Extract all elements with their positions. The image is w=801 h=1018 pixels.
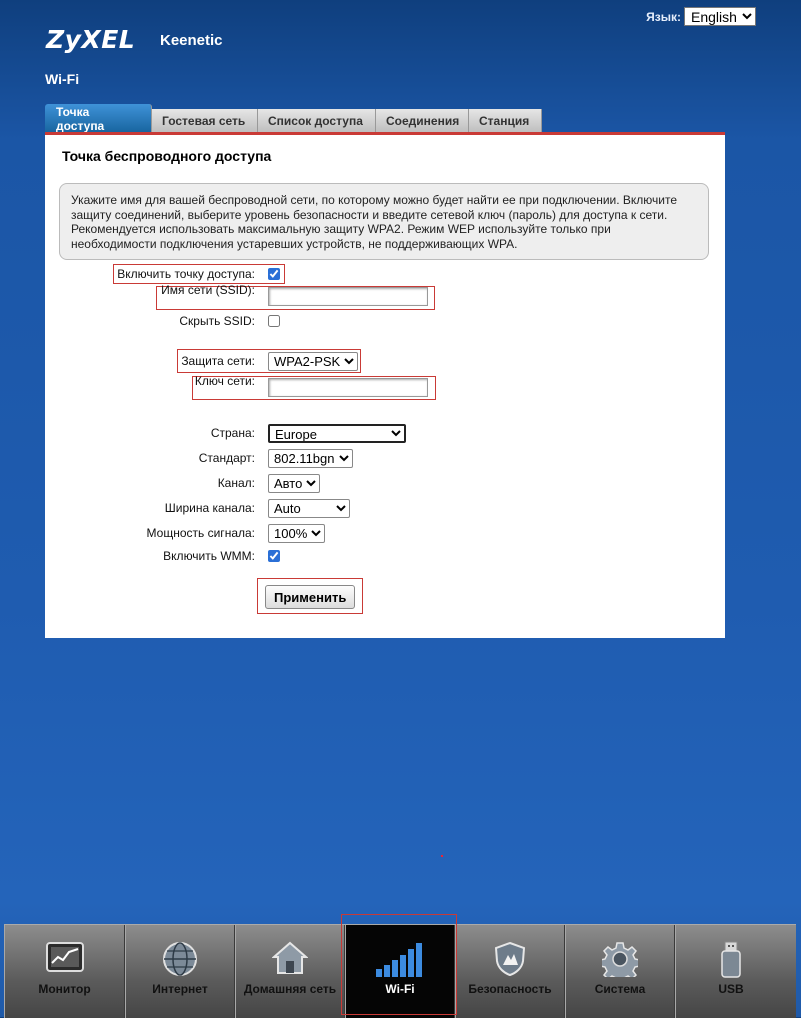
channel-width-select[interactable] [268,499,350,518]
channel-width-label: Ширина канала: [164,501,255,515]
standard-label: Стандарт: [198,451,255,465]
info-box: Укажите имя для вашей беспроводной сети, по которому можно будет найти ее при подключении. Включите защиту соединений, выберите уровень безопасности и введите сетевой ключ (пароль) для доступа к сети. Рекомендуется использовать максимальную защиту WPA2. Режим WEP используйте только при необходимости подключения устаревших устройств, не поддерживающих WPA. [59,183,709,260]
home-icon [272,941,308,975]
security-row [45,350,725,372]
country-select[interactable] [268,424,406,443]
dock-item-wifi[interactable]: Wi-Fi [345,925,455,1018]
enable-ap-row [45,263,725,285]
zyxel-logo: ZyXEL [46,25,136,54]
dock-item-internet[interactable]: Интернет [125,925,235,1018]
language-selector [646,7,756,26]
page-title: Wi-Fi [45,71,80,87]
shield-icon [493,941,527,977]
apply-button[interactable]: Применить [265,585,355,609]
ssid-row [45,285,725,307]
language-select[interactable] [684,7,756,26]
hide-ssid-label: Скрыть SSID: [179,314,255,328]
product-name: Keenetic [160,32,223,49]
dock-item-home-network[interactable]: Домашняя сеть [235,925,345,1018]
ssid-label: Имя сети (SSID): [161,283,255,297]
enable-ap-checkbox[interactable] [268,268,280,280]
monitor-icon [45,941,85,975]
signal-power-select[interactable] [268,524,325,543]
dock-item-system[interactable]: Система [565,925,675,1018]
signal-power-row [45,522,725,544]
usb-stick-icon [719,941,743,979]
language-label: Язык: [646,9,681,24]
channel-select[interactable] [268,474,320,493]
ssid-input[interactable] [268,287,428,306]
active-dock-highlight [341,914,457,1015]
tab-access-point[interactable]: Точка доступа [45,104,152,133]
security-label: Защита сети: [181,354,255,368]
wmm-row [45,545,725,567]
dock-item-security[interactable]: Безопасность [455,925,565,1018]
channel-row [45,472,725,494]
panel-title: Точка беспроводного доступа [62,148,272,164]
header [0,0,801,100]
standard-select[interactable] [268,449,353,468]
country-label: Страна: [210,426,255,440]
signal-power-label: Мощность сигнала: [146,526,255,540]
tab-bar [45,104,542,132]
dock-item-monitor[interactable]: Монитор [4,925,125,1018]
gear-icon [602,941,638,977]
hide-ssid-checkbox[interactable] [268,315,280,327]
enable-ap-label: Включить точку доступа: [117,267,255,281]
security-select[interactable] [268,352,358,371]
tab-station[interactable]: Станция [469,109,542,133]
channel-label: Канал: [217,476,255,490]
country-row [45,422,725,444]
key-label: Ключ сети: [194,374,255,388]
key-input[interactable] [268,378,428,397]
tab-access-list[interactable]: Список доступа [258,109,376,133]
channel-width-row [45,497,725,519]
globe-icon [162,941,198,977]
wmm-checkbox[interactable] [268,550,280,562]
wmm-label: Включить WMM: [163,549,255,563]
standard-row [45,447,725,469]
hide-ssid-row [45,310,725,332]
key-row [45,376,725,398]
dock-item-usb[interactable]: USB [675,925,786,1018]
access-point-panel [45,135,725,638]
tab-connections[interactable]: Соединения [376,109,469,133]
decorative-dot [441,855,443,857]
tab-guest-network[interactable]: Гостевая сеть [152,109,258,133]
